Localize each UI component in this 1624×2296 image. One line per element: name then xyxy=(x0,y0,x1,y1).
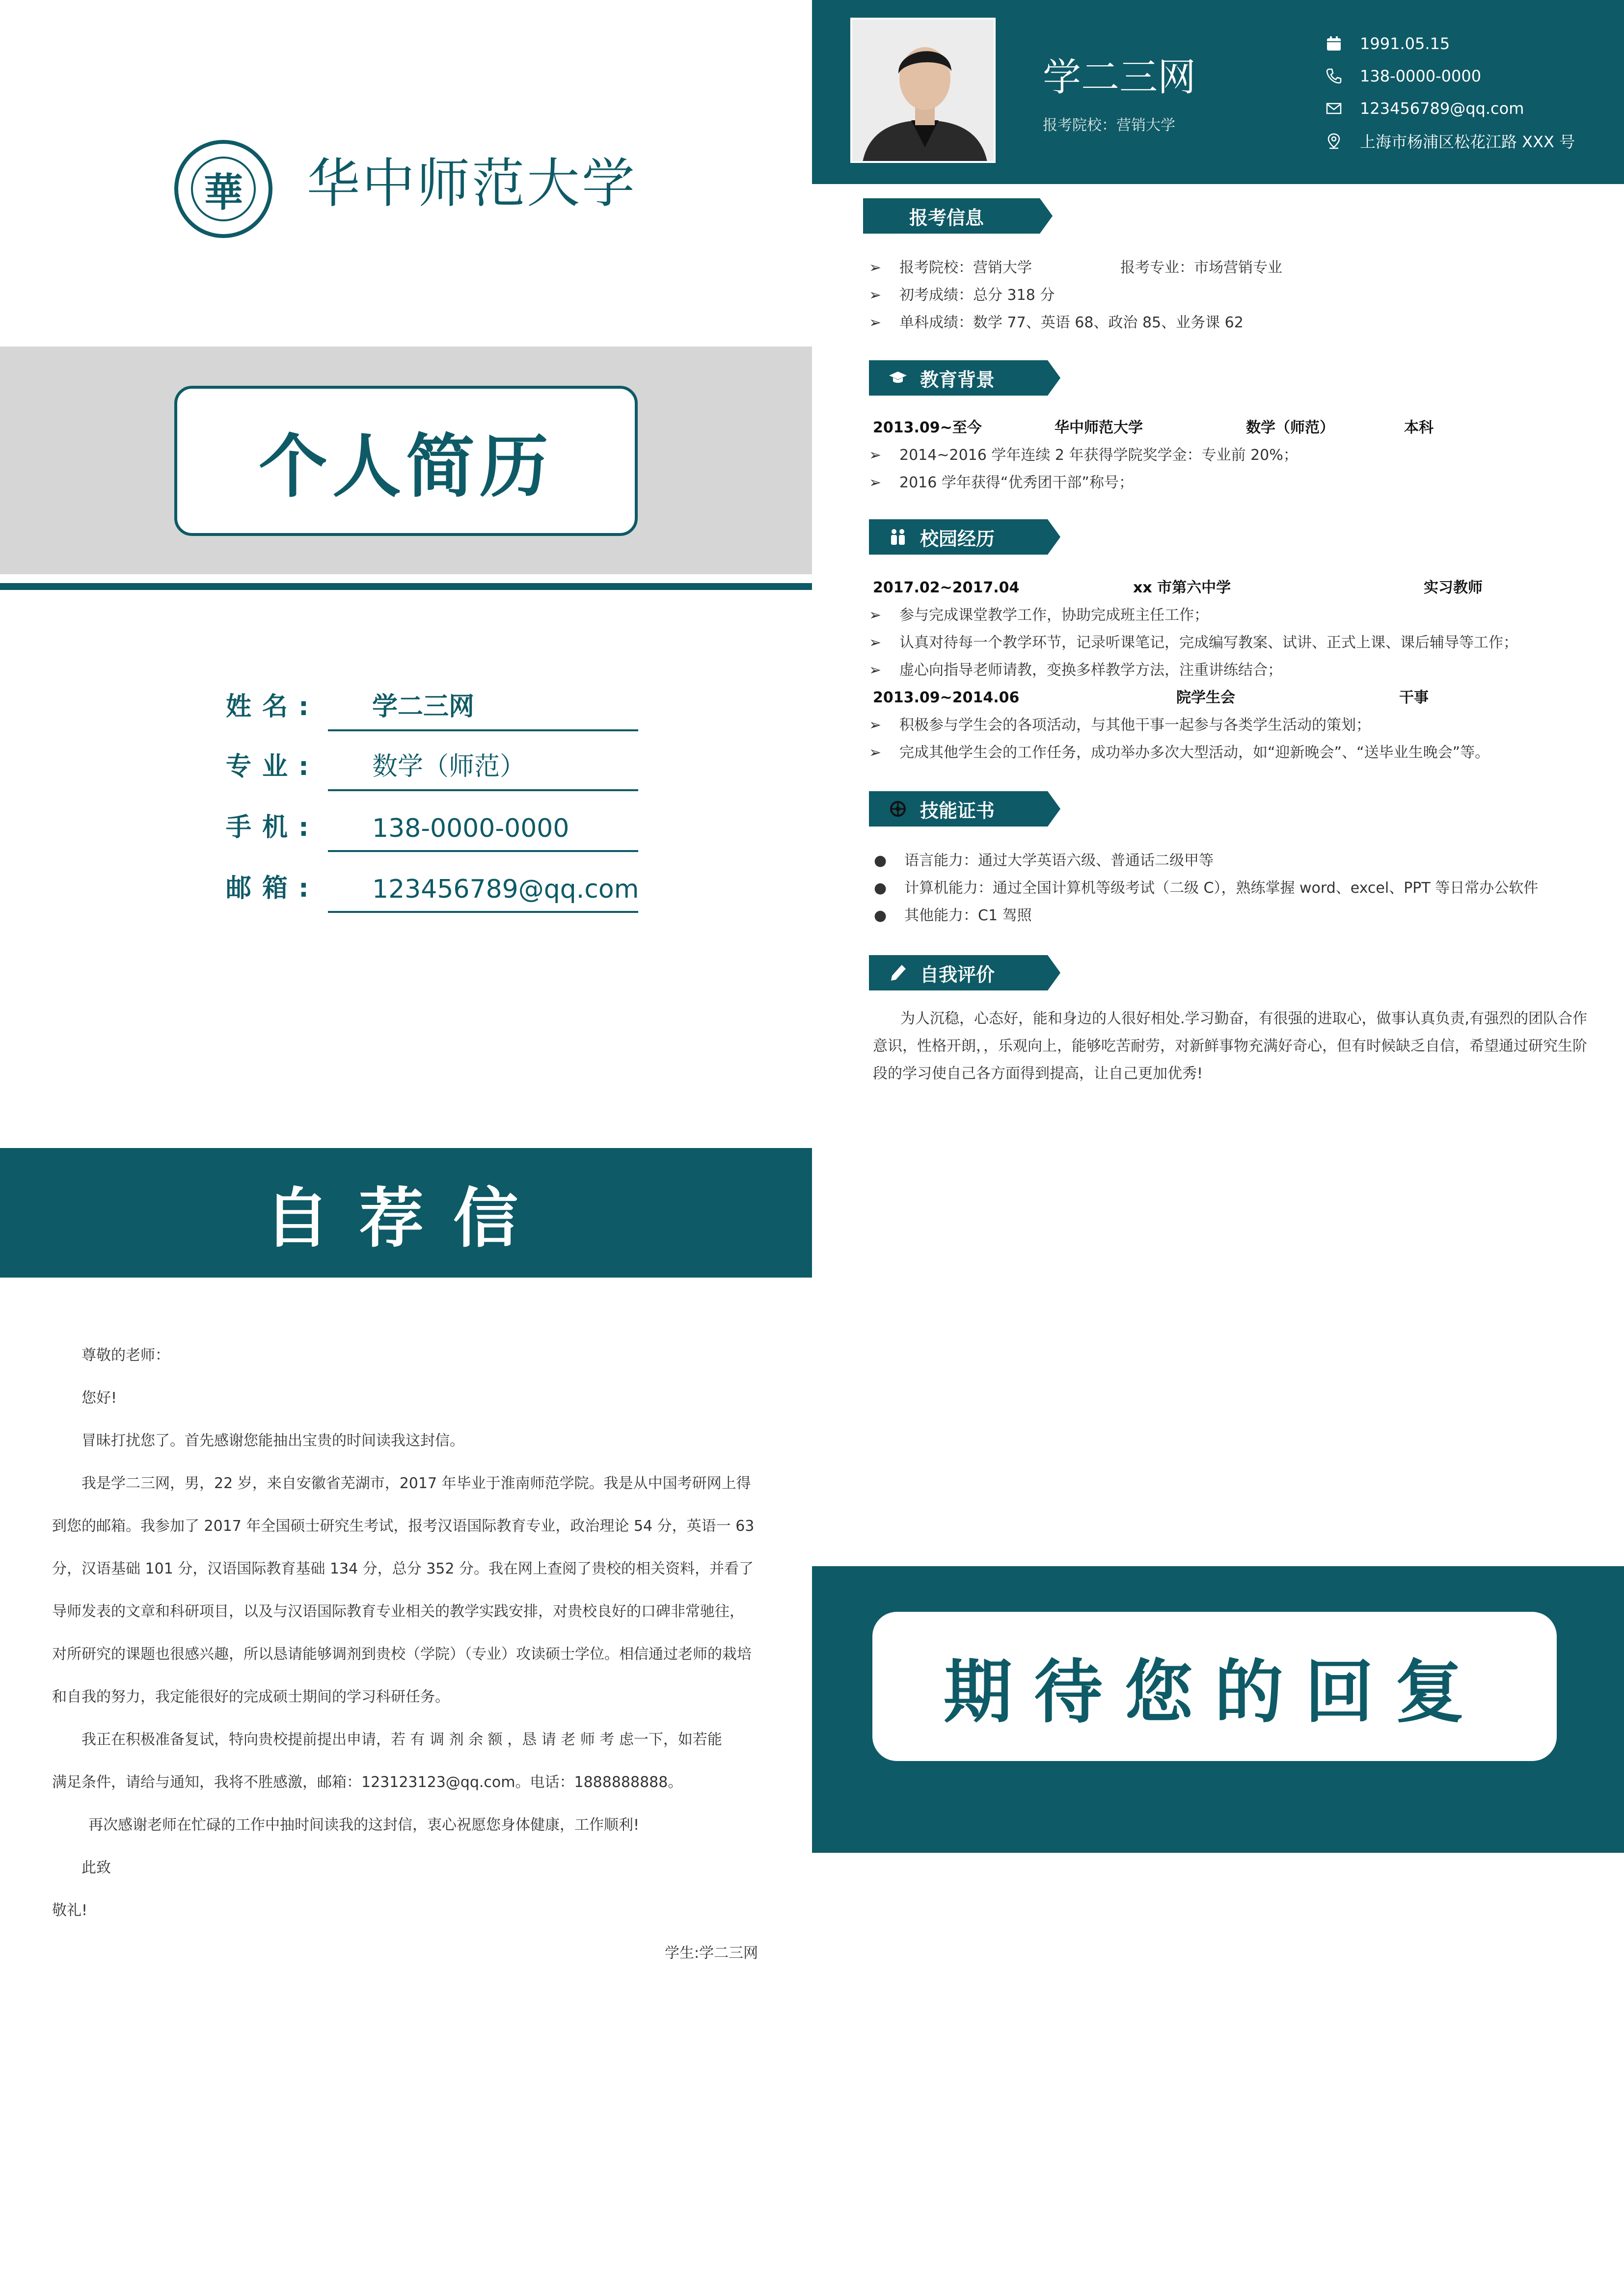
title-box xyxy=(174,386,638,536)
section-title: 自我评价 xyxy=(920,963,995,986)
graduation-icon xyxy=(886,366,910,390)
list-item: ➢ 单科成绩：数学 77、英语 68、政治 85、业务课 62 xyxy=(869,314,1244,331)
info-value: 123456789@qq.com xyxy=(372,875,639,904)
education-major: 数学（师范） xyxy=(1246,419,1334,436)
experience-org: 院学生会 xyxy=(1176,689,1235,706)
list-item: ➢ 认真对待每一个教学环节，记录听课笔记，完成编写教案、试讲、正式上课、课后辅导等工作； xyxy=(869,634,1518,651)
section-title: 技能证书 xyxy=(920,800,995,822)
tag-arrow-icon xyxy=(1047,360,1060,396)
section-tag-apply xyxy=(863,198,1040,234)
section-tag-self xyxy=(869,955,1048,990)
info-value: 数学（师范） xyxy=(372,752,526,781)
letter-line: 满足条件，请给与通知，我将不胜感激，邮箱：123123123@qq.com。电话：1888888888。 xyxy=(52,1774,683,1791)
logo-emblem: 華 xyxy=(191,157,256,221)
letter-line: 导师发表的文章和科研项目，以及与汉语国际教育专业相关的教学实践安排，对贵校良好的口碑非常驰往， xyxy=(52,1603,744,1620)
letter-signature: 学生:学二三网 xyxy=(665,1945,758,1962)
info-row-major xyxy=(226,737,638,791)
letter-line: 您好! xyxy=(81,1389,117,1407)
contact-address xyxy=(1323,129,1575,153)
letter-line: 我是学二三网，男，22 岁，来自安徽省芜湖市，2017 年毕业于淮南师范学院。我是从中国考研网上得 xyxy=(81,1475,751,1492)
list-item: ➢ 参与完成课堂教学工作，协助完成班主任工作； xyxy=(869,607,1209,624)
list-item: ➢ 2014~2016 学年连续 2 年获得学院奖学金：专业前 20%； xyxy=(869,447,1298,464)
divider xyxy=(0,583,812,590)
section-tag-education xyxy=(869,360,1048,396)
experience-role: 干事 xyxy=(1399,689,1429,706)
people-icon xyxy=(886,525,910,549)
profile-photo xyxy=(850,18,996,163)
contact-text: 138-0000-0000 xyxy=(1360,67,1482,85)
experience-period: 2013.09~2014.06 xyxy=(873,689,1020,706)
info-label: 手机: xyxy=(226,813,320,842)
info-value: 138-0000-0000 xyxy=(372,814,569,843)
location-icon xyxy=(1323,130,1345,152)
info-label: 邮箱: xyxy=(226,874,320,903)
letter-line: 冒昧打扰您了。首先感谢您能抽出宝贵的时间读我这封信。 xyxy=(81,1432,464,1449)
list-item: ● 其他能力：C1 驾照 xyxy=(874,907,1032,924)
tag-arrow-icon xyxy=(1039,198,1053,234)
person-icon xyxy=(852,20,996,163)
self-eval-line: 为人沉稳，心态好，能和身边的人很好相处.学习勤奋，有很强的进取心，做事认真负责,有强烈的团队合作 xyxy=(900,1010,1588,1027)
contact-birthdate xyxy=(1323,31,1450,56)
letter-line: 分，汉语基础 101 分，汉语国际教育基础 134 分，总分 352 分。我在网上查阅了贵校的相关资料，并看了 xyxy=(52,1560,754,1577)
resume-name: 学二三网 xyxy=(1043,55,1196,100)
education-degree: 本科 xyxy=(1404,419,1434,436)
contact-text: 1991.05.15 xyxy=(1360,34,1450,53)
school-name: 华中师范大学 xyxy=(307,153,637,214)
underline xyxy=(328,850,638,852)
section-tag-skills xyxy=(869,791,1048,827)
list-item: ➢ 2016 学年获得“优秀团干部”称号； xyxy=(869,474,1134,491)
letter-title: 自荐信 xyxy=(265,1181,547,1256)
letter-line: 到您的邮箱。我参加了 2017 年全国硕士研究生考试，报考汉语国际教育专业，政治理论 54 分，英语一 63 xyxy=(52,1518,755,1535)
info-row-email xyxy=(226,859,638,913)
letter-line: 和自我的努力，我定能很好的完成硕士期间的学习科研任务。 xyxy=(52,1688,450,1706)
resume-school-line: 报考院校：营销大学 xyxy=(1043,117,1175,134)
mail-icon xyxy=(1323,97,1345,120)
info-row-name xyxy=(226,677,638,731)
self-eval-line: 意识，性格开朗，，乐观向上，能够吃苦耐劳，对新鲜事物充满好奇心，但有时候缺乏自信，希望通过研究生阶 xyxy=(873,1038,1587,1055)
section-tag-campus xyxy=(869,519,1048,555)
self-eval-line: 段的学习使自己各方面得到提高，让自己更加优秀! xyxy=(873,1065,1203,1082)
list-item: 报考专业：市场营销专业 xyxy=(1120,259,1282,276)
letter-line: 敬礼! xyxy=(52,1902,88,1919)
cover-page xyxy=(0,0,812,1148)
education-school: 华中师范大学 xyxy=(1055,419,1143,436)
letter-line: 再次感谢老师在忙碌的工作中抽时间读我的这封信，衷心祝愿您身体健康，工作顺利! xyxy=(88,1816,640,1834)
calendar-icon xyxy=(1323,32,1345,55)
tag-arrow-icon xyxy=(1047,519,1060,555)
section-title: 报考信息 xyxy=(909,207,984,229)
tag-arrow-icon xyxy=(1047,791,1060,827)
experience-period: 2017.02~2017.04 xyxy=(873,579,1020,596)
list-item: ➢ 完成其他学生会的工作任务，成功举办多次大型活动，如“迎新晚会”、“送毕业生晚会”等。 xyxy=(869,744,1490,761)
letter-line: 此致 xyxy=(81,1859,111,1876)
list-item: ● 语言能力：通过大学英语六级、普通话二级甲等 xyxy=(874,852,1214,869)
experience-org: xx 市第六中学 xyxy=(1133,579,1231,596)
section-title: 教育背景 xyxy=(920,369,995,391)
list-item: ➢ 初考成绩：总分 318 分 xyxy=(869,287,1055,304)
phone-icon xyxy=(1323,65,1345,87)
resume-page xyxy=(812,0,1624,1148)
letter-line: 尊敬的老师： xyxy=(81,1347,170,1364)
education-period: 2013.09~至今 xyxy=(873,419,982,436)
pencil-icon xyxy=(886,961,910,985)
list-item: ➢ 报考院校：营销大学 xyxy=(869,259,1032,276)
cover-title: 个人简历 xyxy=(258,427,553,507)
underline xyxy=(328,729,638,731)
underline xyxy=(328,789,638,791)
letter-line: 对所研究的课题也很感兴趣，所以恳请能够调剂到贵校（学院）（专业）攻读硕士学位。相信通过老师的栽培 xyxy=(52,1646,752,1663)
list-item: ● 计算机能力：通过全国计算机等级考试（二级 C），熟练掌握 word、excel、PPT 等日常办公软件 xyxy=(874,880,1539,897)
letter-line: 我正在积极准备复试，特向贵校提前提出申请，若 有 调 剂 余 额 ，恳 请 老 师 考 虑一下，如若能 xyxy=(81,1731,722,1748)
info-label: 姓名: xyxy=(226,692,320,721)
contact-text: 上海市杨浦区松花江路 XXX 号 xyxy=(1360,133,1575,151)
contact-email xyxy=(1323,96,1524,121)
info-label: 专业: xyxy=(226,752,320,781)
list-item: ➢ 积极参与学生会的各项活动，与其他干事一起参与各类学生活动的策划； xyxy=(869,717,1371,734)
target-icon xyxy=(886,797,910,821)
closing-text: 期待您的回复 xyxy=(943,1652,1486,1733)
tag-arrow-icon xyxy=(1047,955,1060,990)
contact-phone xyxy=(1323,64,1481,88)
info-value: 学二三网 xyxy=(372,692,475,721)
experience-role: 实习教师 xyxy=(1424,579,1483,596)
university-logo xyxy=(174,140,272,238)
info-row-phone xyxy=(226,798,638,852)
underline xyxy=(328,911,638,913)
letter-title-band xyxy=(0,1148,812,1278)
list-item: ➢ 虚心向指导老师请教，变换多样教学方法，注重讲练结合； xyxy=(869,662,1282,679)
contact-text: 123456789@qq.com xyxy=(1360,99,1524,118)
section-title: 校园经历 xyxy=(920,528,995,550)
closing-box xyxy=(872,1612,1557,1761)
